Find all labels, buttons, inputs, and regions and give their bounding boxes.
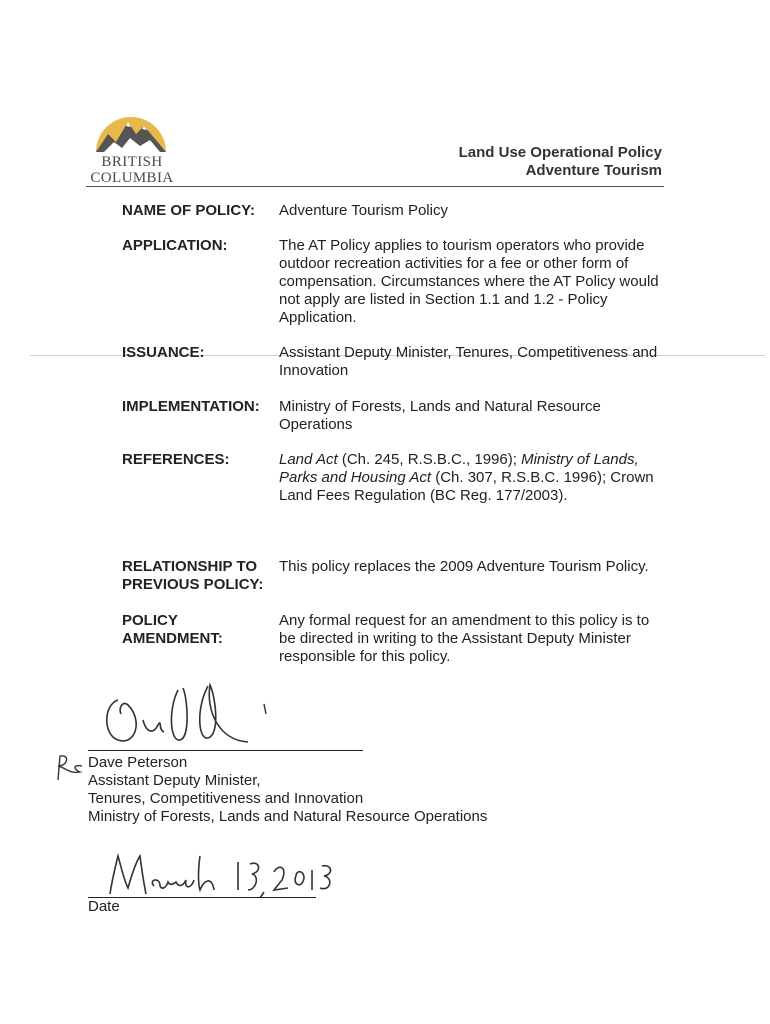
signature-line: [88, 750, 363, 751]
reference-act1: Land Act: [279, 451, 338, 468]
field-label: POLICY AMENDMENT:: [122, 612, 223, 647]
field-value: Adventure Tourism Policy: [279, 202, 448, 219]
document-header: [459, 144, 662, 180]
bc-sun-mountain-logo-icon: [90, 104, 172, 154]
bc-logo: [86, 104, 178, 188]
header-divider: [86, 186, 664, 187]
field-value: Assistant Deputy Minister, Tenures, Competitiveness and Innovation: [279, 344, 658, 379]
signatory-ministry: Ministry of Forests, Lands and Natural Resource Operations: [88, 808, 488, 825]
signatory-name: Dave Peterson: [88, 754, 188, 771]
field-value: The AT Policy applies to tourism operators who provide outdoor recreation activities for a fee or other form of compensation. Circumstances where the AT Policy would not apply are listed in Section 1.1 and 1.2 - Policy Application.: [279, 237, 659, 326]
signature-block: [88, 680, 508, 830]
reference-act2: Ministry of Lands, Parks and Housing Act: [279, 451, 639, 486]
field-label: APPLICATION:: [122, 237, 228, 254]
handwritten-signature-icon: [88, 680, 288, 760]
field-label: REFERENCES:: [122, 451, 230, 468]
handwritten-date-icon: [88, 850, 348, 900]
field-value: Ministry of Forests, Lands and Natural Resource Operations: [279, 398, 601, 433]
signatory-department: Tenures, Competitiveness and Innovation: [88, 790, 364, 807]
signatory-title: Assistant Deputy Minister,: [88, 772, 261, 789]
reference-act2-cite: (Ch. 307, R.S.B.C. 1996); Crown Land Fees Regulation (BC Reg. 177/2003).: [279, 469, 654, 504]
field-value: This policy replaces the 2009 Adventure Tourism Policy.: [279, 558, 649, 575]
logo-text-british: BRITISH: [101, 154, 163, 170]
field-label: NAME OF POLICY:: [122, 202, 256, 219]
field-label: IMPLEMENTATION:: [122, 398, 260, 415]
field-value: Any formal request for an amendment to this policy is to be directed in writing to the Assistant Deputy Minister responsible for this policy.: [279, 612, 650, 665]
field-value: [279, 451, 659, 505]
field-label: ISSUANCE:: [122, 344, 205, 361]
reference-act1-cite: (Ch. 245, R.S.B.C., 1996);: [337, 451, 522, 468]
handwritten-initial-icon: [50, 752, 86, 782]
logo-text-columbia: COLUMBIA: [90, 170, 174, 186]
date-block: [88, 850, 388, 920]
date-line: [88, 897, 316, 898]
field-label: RELATIONSHIP TO PREVIOUS POLICY:: [122, 558, 264, 593]
header-title: Land Use Operational Policy: [458, 144, 662, 161]
header-subtitle: Adventure Tourism: [525, 162, 662, 179]
date-label: Date: [88, 898, 120, 915]
